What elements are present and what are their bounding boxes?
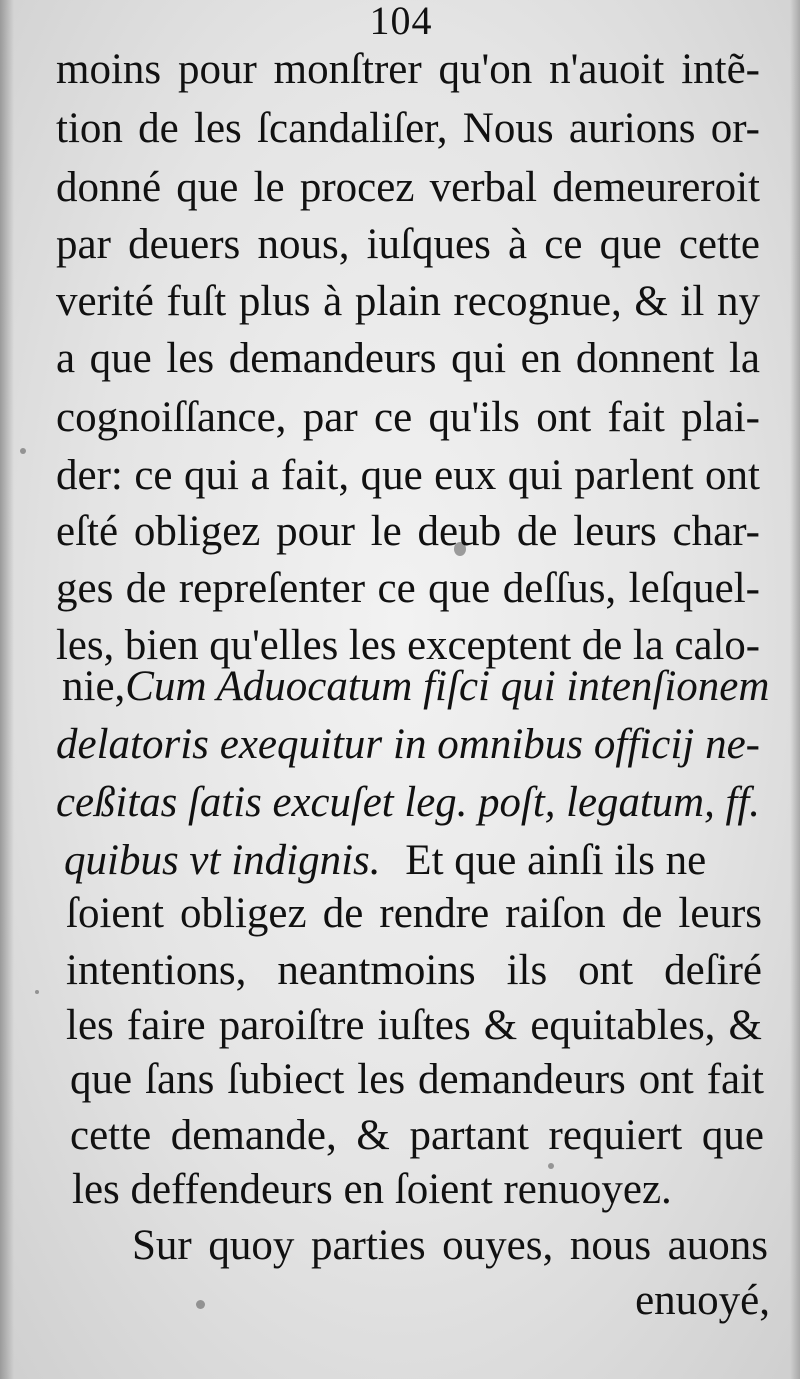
text-line xyxy=(56,103,760,155)
text-line-content: Sur quoy parties ouyes, nous auons xyxy=(132,1222,768,1269)
text-line xyxy=(56,162,760,214)
text-line xyxy=(56,450,760,502)
page-number: 104 xyxy=(369,0,433,43)
text-line xyxy=(70,1054,764,1106)
text-line xyxy=(56,506,760,558)
roman-text: nie, xyxy=(62,663,126,710)
paragraph-last-line: les deffendeurs en ſoient renuoyez. xyxy=(72,1166,672,1213)
text-line xyxy=(66,888,762,940)
text-line-content: verité fuſt plus à plain recognue, & il ny xyxy=(56,278,760,325)
latin-quotation: Cum Aduocatum fiſci qui intenſionem xyxy=(125,663,770,710)
ink-speck xyxy=(20,448,26,454)
text-line-mixed xyxy=(64,835,764,887)
ink-speck xyxy=(35,990,39,994)
text-line-content: ceßitas ſatis excuſet leg. poſt, legatum, ff. xyxy=(56,779,760,826)
roman-text: Et que ainſi ils ne xyxy=(405,837,707,884)
text-line xyxy=(56,392,760,444)
text-line-content: les, bien qu'elles les exceptent de la calo- xyxy=(56,622,760,669)
page-edge-shadow-left xyxy=(0,0,14,1379)
text-line-content: ges de repreſenter ce que deſſus, leſquel- xyxy=(56,565,760,612)
text-line xyxy=(56,563,760,615)
text-line-content: cognoiſſance, par ce qu'ils ont fait plai- xyxy=(56,394,760,441)
latin-quotation-line xyxy=(56,777,760,829)
latin-quotation-line xyxy=(56,719,760,771)
text-line xyxy=(70,1110,764,1162)
latin-quotation: quibus vt indignis. xyxy=(64,837,381,884)
text-line-content: delatoris exequitur in omnibus officij ne- xyxy=(56,721,760,768)
ink-speck xyxy=(196,1300,205,1309)
text-line-content: ſoient obligez de rendre raiſon de leurs xyxy=(66,890,762,937)
text-line-content: moins pour monſtrer qu'on n'auoit intẽ- xyxy=(56,46,760,93)
text-line-content: les faire paroiſtre iuſtes & equitables, & xyxy=(66,1002,762,1049)
text-line xyxy=(66,1000,762,1052)
catchword: enuoyé, xyxy=(635,1277,770,1324)
text-line-content: der: ce qui a fait, que eux qui parlent ont xyxy=(56,452,760,499)
text-line-content: par deuers nous, iuſques à ce que cette xyxy=(56,221,760,268)
text-line xyxy=(56,44,760,96)
paragraph-first-line xyxy=(132,1220,768,1272)
text-line xyxy=(56,333,760,385)
text-line-content: eſté obligez pour le deub de leurs char- xyxy=(56,508,760,555)
text-line-content: que ſans ſubiect les demandeurs ont fait xyxy=(70,1056,764,1103)
text-line xyxy=(56,219,760,271)
text-line-content: intentions, neantmoins ils ont deſiré xyxy=(66,947,762,994)
text-line-content: donné que le procez verbal demeureroit xyxy=(56,164,760,211)
text-line xyxy=(66,945,762,997)
text-line xyxy=(56,276,760,328)
text-line-mixed xyxy=(62,661,770,713)
page-edge-shadow-right xyxy=(790,0,800,1379)
text-line-content: tion de les ſcandaliſer, Nous aurions or- xyxy=(56,105,760,152)
text-line-content: a que les demandeurs qui en donnent la xyxy=(56,335,760,382)
text-line-content: cette demande, & partant requiert que xyxy=(70,1112,764,1159)
